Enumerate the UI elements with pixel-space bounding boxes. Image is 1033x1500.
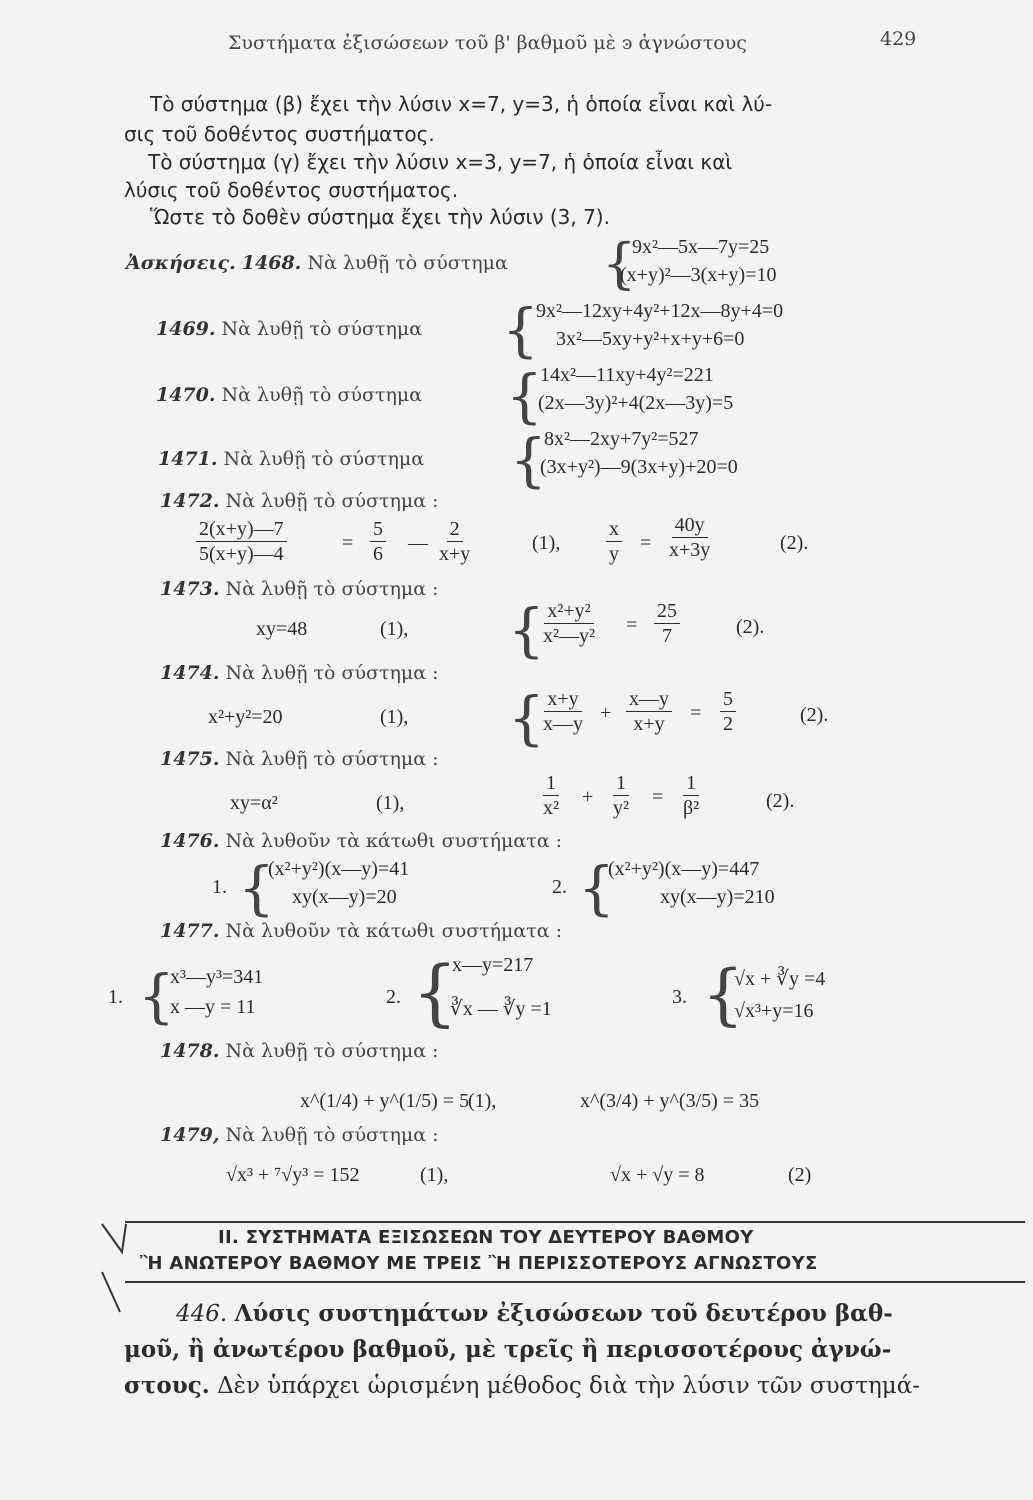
equation: x²+y²=20 xyxy=(208,706,283,728)
exercise-1472-label: 1472. Νὰ λυθῇ τὸ σύστημα : xyxy=(160,490,439,512)
equation: xy(x—y)=20 xyxy=(292,886,397,908)
intro-line-3: Τὸ σύστημα (γ) ἔχει τὴν λύσιν x=3, y=7, ἡ ὁποία εἶναι καὶ xyxy=(148,150,733,174)
brace: { xyxy=(502,296,539,364)
exercise-number: 1470. xyxy=(156,384,216,406)
exercise-1479-label: 1479, Νὰ λυθῇ τὸ σύστημα : xyxy=(160,1124,439,1146)
equation: x—y=217 xyxy=(452,954,534,976)
brace: { xyxy=(510,426,547,494)
equation: (x²+y²)(x—y)=41 xyxy=(268,858,410,880)
exercise-1476-label: 1476. Νὰ λυθοῦν τὰ κάτωθι συστήματα : xyxy=(160,830,563,852)
section-heading-line-1: II. ΣΥΣΤΗΜΑΤΑ ΕΞΙΣΩΣΕΩΝ ΤΟΥ ΔΕΥΤΕΡΟΥ ΒΑΘΜΟΥ xyxy=(218,1227,754,1248)
fraction: $\frac{1}{\text{y²}}$ xyxy=(613,772,629,819)
operator: + xyxy=(600,702,612,724)
intro-line-1: Τὸ σύστημα (β) ἔχει τὴν λύσιν x=7, y=3, ἡ ὁποία εἶναι καὶ λύ- xyxy=(150,92,773,116)
equation: x —y = 11 xyxy=(170,996,256,1018)
system-label: 2. xyxy=(386,986,401,1008)
exercise-number: 1475. xyxy=(160,748,220,770)
equation: (x²+y²)(x—y)=447 xyxy=(608,858,760,880)
exercise-1469-label: 1469. Νὰ λυθῇ τὸ σύστημα xyxy=(156,318,423,340)
heading-bracket-stroke xyxy=(92,1222,132,1322)
brace: { xyxy=(138,962,175,1030)
operator: = xyxy=(626,614,638,636)
section-446-line-3: στους. Δὲν ὑπάρχει ὡρισμένη μέθοδος διὰ τὴν λύσιν τῶν συστημά- xyxy=(124,1372,920,1399)
exercise-number: 1472. xyxy=(160,490,220,512)
fraction: $\frac{x+y}{x—y}$ xyxy=(543,688,583,735)
exercise-number: 1476. xyxy=(160,830,220,852)
equation: 9x²—12xy+4y²+12x—8y+4=0 xyxy=(536,300,784,322)
fraction: $\frac{2}{x+y}$ xyxy=(439,518,471,565)
equation: x^(1/4) + y^(1/5) = 5 xyxy=(300,1090,470,1112)
exercise-1478-label: 1478. Νὰ λυθῇ τὸ σύστημα : xyxy=(160,1040,439,1062)
equation-tag: (1), xyxy=(532,532,561,554)
equation: x³—y³=341 xyxy=(170,966,264,988)
equation-tag: (1), xyxy=(380,618,409,640)
exercise-1470-label: 1470. Νὰ λυθῇ τὸ σύστημα xyxy=(156,384,423,406)
equation-tag: (1), xyxy=(376,792,405,814)
intro-line-2: σις τοῦ δοθέντος συστήματος. xyxy=(124,122,435,146)
equation-tag: (1), xyxy=(420,1164,449,1186)
equation: 14x²—11xy+4y²=221 xyxy=(540,364,714,386)
equation-tag: (2). xyxy=(766,790,795,812)
system-label: 1. xyxy=(108,986,123,1008)
fraction: $\frac{40y}{x+3y}$ xyxy=(669,514,711,561)
system-label: 2. xyxy=(552,876,567,898)
fraction: $\frac{1}{\text{β²}}$ xyxy=(683,772,700,819)
equation: xy=48 xyxy=(256,618,308,640)
brace: { xyxy=(602,232,637,295)
exercise-1471-label: 1471. Νὰ λυθῇ τὸ σύστημα xyxy=(158,448,425,470)
equation: √x³ + ⁷√y³ = 152 xyxy=(226,1164,360,1186)
equation-tag: (2). xyxy=(736,616,765,638)
exercise-number: 1478. xyxy=(160,1040,220,1062)
brace: { xyxy=(412,950,458,1034)
section-number: 446. xyxy=(176,1301,228,1327)
section-heading-line-2: Ἢ ΑΝΩΤΕΡΟΥ ΒΑΘΜΟΥ ΜΕ ΤΡΕΙΣ Ἢ ΠΕΡΙΣΣΟΤΕΡΟΥΣ ΑΓΝΩΣΤΟΥΣ xyxy=(140,1253,818,1274)
fraction: $\frac{\text{x²+y²}}{\text{x²—y²}}$ xyxy=(543,600,595,647)
fraction: $\frac{5}{6}$ xyxy=(370,518,386,565)
fraction: $\frac{x}{y}$ xyxy=(606,518,622,565)
system-label: 3. xyxy=(672,986,687,1008)
equation: 3x²—5xy+y²+x+y+6=0 xyxy=(556,328,745,350)
brace: { xyxy=(238,854,275,922)
equation: ∛x — ∛y =1 xyxy=(450,998,552,1020)
intro-line-5: Ὥστε τὸ δοθὲν σύστημα ἔχει τὴν λύσιν (3, 7). xyxy=(150,205,610,229)
exercise-number: 1474. xyxy=(160,662,220,684)
equation: (x+y)²—3(x+y)=10 xyxy=(620,264,777,286)
operator: — xyxy=(408,532,428,554)
operator: = xyxy=(690,702,702,724)
equation: (2x—3y)²+4(2x—3y)=5 xyxy=(538,392,734,414)
fraction: $\frac{1}{\text{x²}}$ xyxy=(543,772,559,819)
intro-line-4: λύσις τοῦ δοθέντος συστήματος. xyxy=(124,178,459,202)
equation: √x + ∛y =4 xyxy=(734,968,826,990)
exercise-number: 1473. xyxy=(160,578,220,600)
operator: = xyxy=(652,786,664,808)
fraction: $\frac{5}{2}$ xyxy=(720,688,736,735)
exercise-1468-label: Ἀσκήσεις. 1468. Νὰ λυθῇ τὸ σύστημα xyxy=(126,252,508,274)
equation: 8x²—2xy+7y²=527 xyxy=(544,428,699,450)
running-header: Συστήματα ἐξισώσεων τοῦ β' βαθμοῦ μὲ ͽ ἀγνώστους xyxy=(228,32,747,54)
operator: = xyxy=(342,532,354,554)
exercise-number: 1477. xyxy=(160,920,220,942)
equation: 9x²—5x—7y=25 xyxy=(632,236,770,258)
system-label: 1. xyxy=(212,876,227,898)
equation: (3x+y²)—9(3x+y)+20=0 xyxy=(540,456,738,478)
section-446-line-2: μοῦ, ἢ ἀνωτέρου βαθμοῦ, μὲ τρεῖς ἢ περισσοτέρους ἀγνώ- xyxy=(124,1336,892,1363)
section-446-line-1: 446. Λύσις συστημάτων ἐξισώσεων τοῦ δευτέρου βαθ- xyxy=(176,1300,893,1327)
fraction: $\frac{2(x+y)—7}{5(x+y)—4}$ xyxy=(196,518,287,565)
brace: { xyxy=(506,362,543,430)
brace: { xyxy=(578,854,615,922)
equation-tag: (1), xyxy=(380,706,409,728)
page-number: 429 xyxy=(880,28,917,50)
exercise-number: 1468. xyxy=(241,252,302,274)
equation: x^(3/4) + y^(3/5) = 35 xyxy=(580,1090,760,1112)
equation: √x³+y=16 xyxy=(734,1000,814,1022)
exercises-heading: Ἀσκήσεις. xyxy=(126,252,236,274)
exercise-1477-label: 1477. Νὰ λυθοῦν τὰ κάτωθι συστήματα : xyxy=(160,920,563,942)
brace: { xyxy=(508,596,545,664)
equation-tag: (1), xyxy=(468,1090,497,1112)
exercise-1474-label: 1474. Νὰ λυθῇ τὸ σύστημα : xyxy=(160,662,439,684)
fraction: $\frac{x—y}{x+y}$ xyxy=(626,688,672,735)
equation-tag: (2). xyxy=(780,532,809,554)
brace: { xyxy=(508,684,545,752)
exercise-number: 1471. xyxy=(158,448,218,470)
exercise-number: 1469. xyxy=(156,318,216,340)
exercise-1475-label: 1475. Νὰ λυθῇ τὸ σύστημα : xyxy=(160,748,439,770)
equation-tag: (2) xyxy=(788,1164,812,1186)
equation: xy(x—y)=210 xyxy=(660,886,775,908)
equation-tag: (2). xyxy=(800,704,829,726)
equation: xy=α² xyxy=(230,792,278,814)
fraction: $\frac{25}{7}$ xyxy=(654,600,680,647)
operator: = xyxy=(640,532,652,554)
exercise-1473-label: 1473. Νὰ λυθῇ τὸ σύστημα : xyxy=(160,578,439,600)
equation: √x + √y = 8 xyxy=(610,1164,705,1186)
operator: + xyxy=(582,786,594,808)
brace: { xyxy=(702,956,744,1033)
exercise-number: 1479, xyxy=(160,1124,220,1146)
